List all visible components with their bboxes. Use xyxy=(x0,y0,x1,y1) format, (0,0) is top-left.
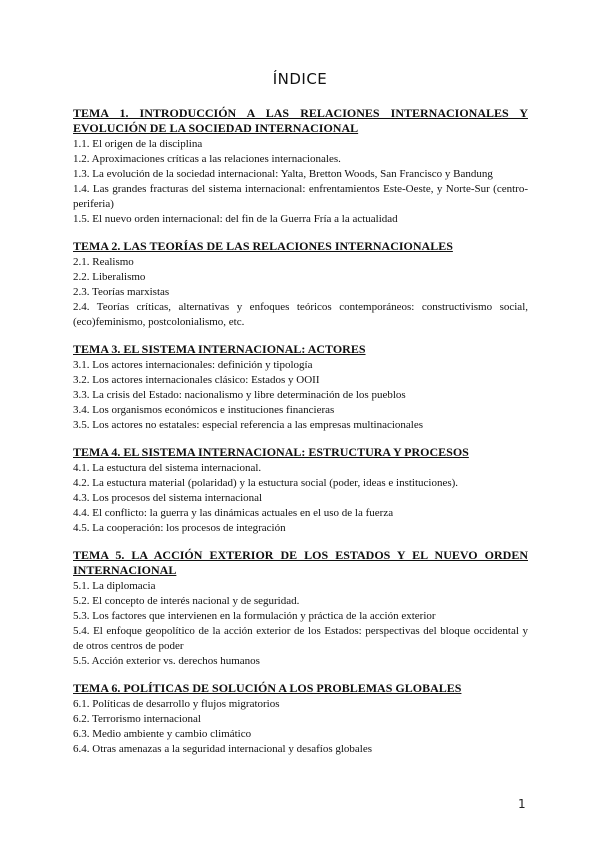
list-item: 3.3. La crisis del Estado: nacionalismo y libre determinación de los pueblos xyxy=(73,389,406,401)
list-item: 2.3. Teorías marxistas xyxy=(73,286,170,298)
list-item: 5.4. El enfoque geopolítico de la acción exterior de los Estados: perspectivas del bloque occidental y de otros centros de poder xyxy=(73,625,528,652)
page-title: ÍNDICE xyxy=(272,70,328,88)
list-item: 3.1. Los actores internacionales: definición y tipología xyxy=(73,359,313,371)
list-item: 3.4. Los organismos económicos e instituciones financieras xyxy=(73,404,335,416)
section-tema-4 xyxy=(73,445,528,536)
section-heading: TEMA 3. EL SISTEMA INTERNACIONAL: ACTORES xyxy=(73,342,366,356)
list-item: 6.1. Políticas de desarrollo y flujos migratorios xyxy=(73,698,280,710)
list-item: 6.2. Terrorismo internacional xyxy=(73,713,201,725)
list-item: 2.1. Realismo xyxy=(73,256,134,268)
list-item: 4.4. El conflicto: la guerra y las dinámicas actuales en el uso de la fuerza xyxy=(73,507,394,519)
table-of-contents xyxy=(73,106,528,769)
section-heading: TEMA 6. POLÍTICAS DE SOLUCIÓN A LOS PROBLEMAS GLOBALES xyxy=(73,681,462,695)
list-item: 1.5. El nuevo orden internacional: del fin de la Guerra Fría a la actualidad xyxy=(73,213,398,225)
list-item: 4.3. Los procesos del sistema internacional xyxy=(73,492,263,504)
list-item: 3.2. Los actores internacionales clásico: Estados y OOII xyxy=(73,374,320,386)
page-number: 1 xyxy=(518,797,526,811)
list-item: 5.5. Acción exterior vs. derechos humanos xyxy=(73,655,260,667)
section-tema-3 xyxy=(73,342,528,433)
section-tema-1 xyxy=(73,106,528,227)
section-heading: TEMA 5. LA ACCIÓN EXTERIOR DE LOS ESTADOS Y EL NUEVO ORDEN INTERNACIONAL xyxy=(73,548,528,577)
section-heading: TEMA 1. INTRODUCCIÓN A LAS RELACIONES INTERNACIONALES Y EVOLUCIÓN DE LA SOCIEDAD INTERNACIONAL xyxy=(73,106,528,135)
list-item: 3.5. Los actores no estatales: especial referencia a las empresas multinacionales xyxy=(73,419,424,431)
list-item: 4.2. La estuctura material (polaridad) y la estuctura social (poder, ideas e instituciones). xyxy=(73,477,459,489)
list-item: 5.3. Los factores que intervienen en la formulación y práctica de la acción exterior xyxy=(73,610,436,622)
list-item: 1.3. La evolución de la sociedad internacional: Yalta, Bretton Woods, San Francisco y Bandung xyxy=(73,168,493,180)
list-item: 2.2. Liberalismo xyxy=(73,271,146,283)
list-item: 6.3. Medio ambiente y cambio climático xyxy=(73,728,252,740)
list-item: 5.1. La diplomacia xyxy=(73,580,156,592)
list-item: 1.4. Las grandes fracturas del sistema internacional: enfrentamientos Este-Oeste, y Norte-Sur (centro-periferia) xyxy=(73,183,528,210)
list-item: 2.4. Teorías críticas, alternativas y enfoques teóricos contemporáneos: constructivismo social, (eco)feminismo, postcolonialismo, etc. xyxy=(73,301,528,328)
list-item: 5.2. El concepto de interés nacional y de seguridad. xyxy=(73,595,300,607)
list-item: 4.5. La cooperación: los procesos de integración xyxy=(73,522,286,534)
section-tema-6 xyxy=(73,681,528,757)
list-item: 6.4. Otras amenazas a la seguridad internacional y desafíos globales xyxy=(73,743,373,755)
list-item: 1.1. El origen de la disciplina xyxy=(73,138,203,150)
list-item: 1.2. Aproximaciones críticas a las relaciones internacionales. xyxy=(73,153,341,165)
section-heading: TEMA 4. EL SISTEMA INTERNACIONAL: ESTRUCTURA Y PROCESOS xyxy=(73,445,469,459)
section-tema-5 xyxy=(73,548,528,669)
list-item: 4.1. La estuctura del sistema internacional. xyxy=(73,462,262,474)
section-heading: TEMA 2. LAS TEORÍAS DE LAS RELACIONES INTERNACIONALES xyxy=(73,239,453,253)
section-tema-2 xyxy=(73,239,528,330)
